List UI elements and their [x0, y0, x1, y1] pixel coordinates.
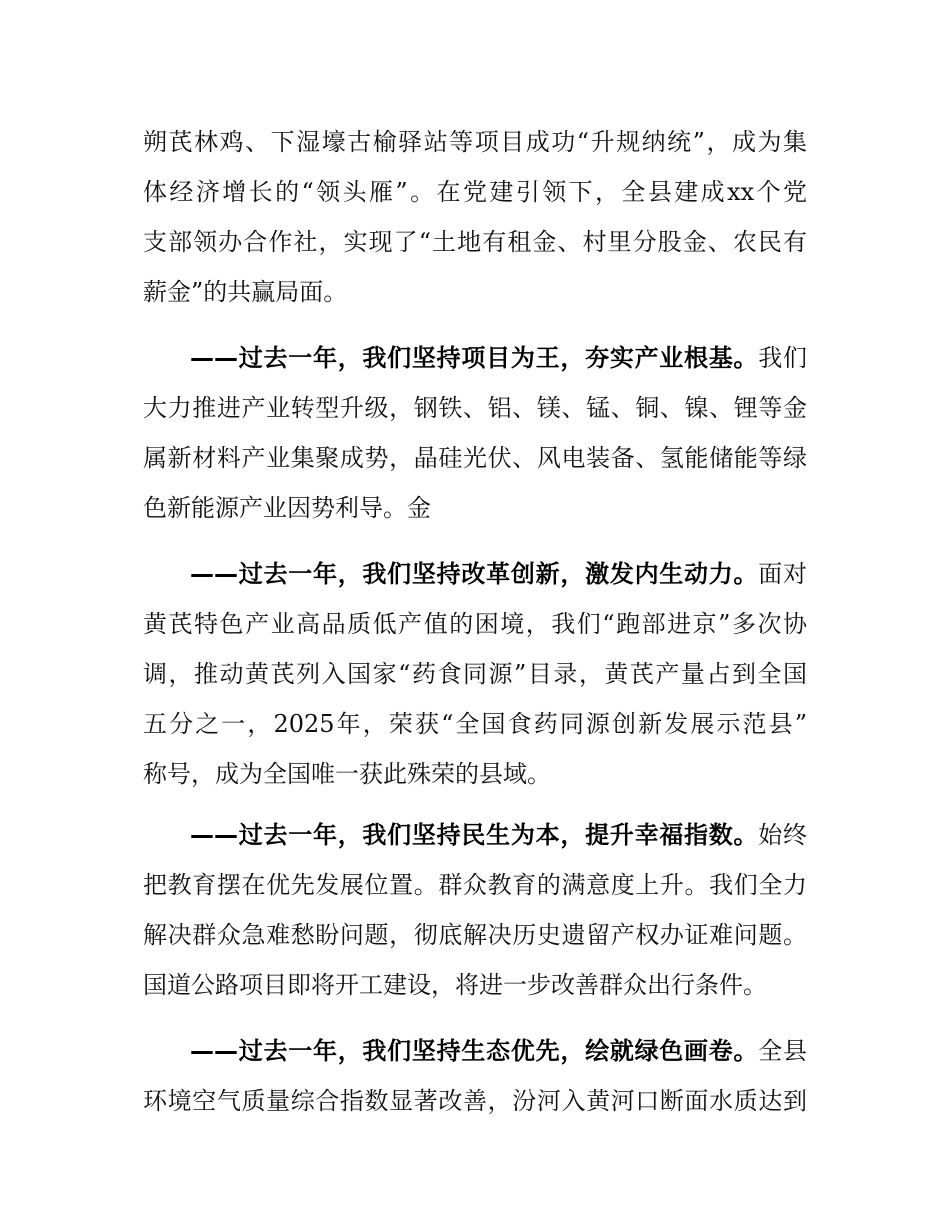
paragraph-lead-heading: ——过去一年，我们坚持改革创新，激发内生动力。 — [190, 560, 759, 588]
paragraph-lead-heading: ——过去一年，我们坚持项目为王，夯实产业根基。 — [190, 344, 759, 372]
text-line: 大力推进产业转型升级，钢铁、铝、镁、锰、铜、镍、锂等金 — [143, 394, 807, 422]
text-line: 称号，成为全国唯一获此殊荣的县域。 — [143, 760, 551, 788]
text-line: 黄芪特色产业高品质低产值的困境，我们“跑部进京”多次协 — [143, 610, 807, 638]
text-line: 体经济增长的“领头雁”。在党建引领下，全县建成xx个党 — [143, 178, 807, 206]
text-line — [190, 820, 807, 850]
text-line: 支部领办合作社，实现了“土地有租金、村里分股金、农民有 — [143, 228, 807, 256]
text-run: 我们 — [758, 344, 808, 372]
paragraph-lead-heading: ——过去一年，我们坚持民生为本，提升幸福指数。 — [190, 821, 759, 849]
text-line: 国道公路项目即将开工建设，将进一步改善群众出行条件。 — [143, 971, 767, 999]
text-line: 色新能源产业因势利导。金 — [143, 494, 431, 522]
text-run: 面对 — [758, 560, 808, 588]
text-line: 五分之一，2025年，荣获“全国食药同源创新发展示范县” — [143, 710, 807, 738]
text-line — [190, 343, 807, 373]
text-line — [190, 1036, 807, 1066]
text-line: 薪金”的共赢局面。 — [143, 278, 348, 306]
text-line: 调，推动黄芪列入国家“药食同源”目录，黄芪产量占到全国 — [143, 660, 807, 688]
text-line: 属新材料产业集聚成势，晶硅光伏、风电装备、氢能储能等绿 — [143, 444, 807, 472]
text-run: 始终 — [758, 821, 808, 849]
text-run: 全县 — [758, 1037, 808, 1065]
paragraph-lead-heading: ——过去一年，我们坚持生态优先，绘就绿色画卷。 — [190, 1037, 759, 1065]
text-line: 把教育摆在优先发展位置。群众教育的满意度上升。我们全力 — [143, 871, 807, 899]
text-line: 环境空气质量综合指数显著改善，汾河入黄河口断面水质达到 — [143, 1087, 807, 1115]
text-line: 解决群众急难愁盼问题，彻底解决历史遗留产权办证难问题。 — [143, 921, 807, 949]
text-line — [190, 559, 807, 589]
text-line: 朔芪林鸡、下湿壕古榆驿站等项目成功“升规纳统”，成为集 — [143, 128, 807, 156]
